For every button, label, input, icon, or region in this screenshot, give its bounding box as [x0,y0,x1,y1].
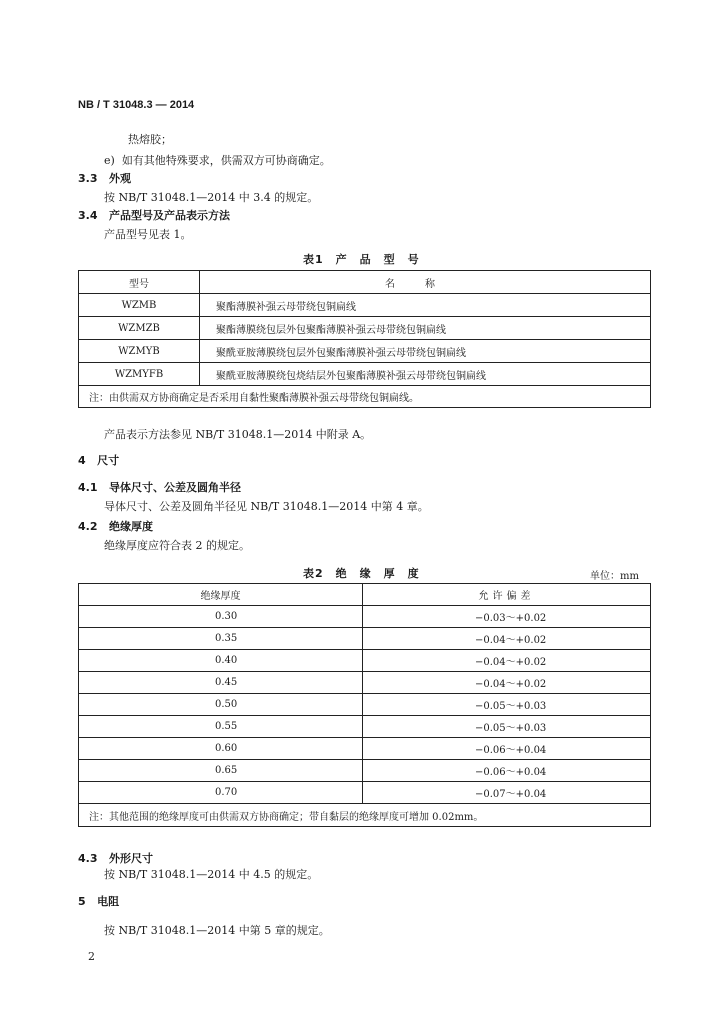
section-4-3-body: 按 NB/T 31048.1—2014 中 4.5 的规定。 [104,868,319,881]
thickness-cell: 0.60 [79,738,363,760]
page-number: 2 [88,950,95,963]
tolerance-cell: −0.05～+0.03 [363,716,651,738]
tolerance-cell: −0.03～+0.02 [363,606,651,628]
column-header-name: 名称 [200,271,651,294]
table-header-row [79,584,651,606]
name-cell: 聚酯薄膜补强云母带绕包铜扁线 [200,294,651,317]
section-number: 4.2 [78,520,98,533]
tolerance-cell: −0.06～+0.04 [363,738,651,760]
table-row [79,317,651,340]
table-row [79,363,651,386]
table-note-row [79,804,651,827]
section-4-2-body: 绝缘厚度应符合表 2 的规定。 [104,539,250,552]
section-4-1-heading [78,479,241,495]
section-number: 3.3 [78,172,98,185]
table-row [79,606,651,628]
section-4-1-body: 导体尺寸、公差及圆角半径见 NB/T 31048.1—2014 中第 4 章。 [104,500,429,513]
name-cell: 聚酰亚胺薄膜绕包层外包聚酯薄膜补强云母带绕包铜扁线 [200,340,651,363]
section-title: 绝缘厚度 [109,520,153,533]
section-title: 尺寸 [97,454,120,467]
tolerance-cell: −0.05～+0.03 [363,694,651,716]
table2-unit: 单位：mm [590,571,639,582]
section-title: 外观 [109,172,131,185]
name-cell: 聚酰亚胺薄膜绕包烧结层外包聚酯薄膜补强云母带绕包铜扁线 [200,363,651,386]
thickness-cell: 0.30 [79,606,363,628]
section-5-heading [78,893,119,909]
column-header-tolerance: 允许偏差 [363,584,651,606]
table-note-row [79,386,651,408]
table2-note: 注：其他范围的绝缘厚度可由供需双方协商确定；带自黏层的绝缘厚度可增加 0.02mm。 [79,804,651,827]
section-title: 产品型号及产品表示方法 [109,209,230,222]
model-cell: WZMB [79,294,200,317]
tolerance-cell: −0.07～+0.04 [363,782,651,804]
table-row [79,672,651,694]
name-cell: 聚酯薄膜绕包层外包聚酯薄膜补强云母带绕包铜扁线 [200,317,651,340]
section-number: 4 [78,454,86,467]
thickness-cell: 0.40 [79,650,363,672]
table-row [79,760,651,782]
list-continuation: 热熔胶； [128,133,172,146]
section-number: 3.4 [78,209,98,222]
thickness-cell: 0.65 [79,760,363,782]
column-header-thickness: 绝缘厚度 [79,584,363,606]
section-number: 5 [78,895,86,908]
tolerance-cell: −0.04～+0.02 [363,672,651,694]
product-model-table [78,270,651,408]
section-4-2-heading [78,518,153,534]
section-3-3-heading [78,170,131,186]
table-row [79,650,651,672]
list-item-label: e) [104,154,115,167]
section-4-3-heading [78,850,153,866]
section-3-4-body: 产品型号见表 1。 [104,228,192,241]
list-item-text: 如有其他特殊要求，供需双方可协商确定。 [121,154,331,167]
thickness-cell: 0.50 [79,694,363,716]
section-number: 4.1 [78,481,98,494]
tolerance-cell: −0.04～+0.02 [363,650,651,672]
tolerance-cell: −0.04～+0.02 [363,628,651,650]
section-title: 外形尺寸 [109,852,153,865]
model-cell: WZMYFB [79,363,200,386]
table-row [79,738,651,760]
thickness-cell: 0.70 [79,782,363,804]
section-number: 4.3 [78,852,98,865]
table-row [79,782,651,804]
table-row [79,716,651,738]
section-title: 电阻 [97,895,120,908]
table-row [79,628,651,650]
tolerance-cell: −0.06～+0.04 [363,760,651,782]
section-3-4-heading [78,207,230,223]
list-item-e [104,152,331,168]
table-row [79,340,651,363]
table2-caption: 表2 绝 缘 厚 度 [303,567,420,580]
thickness-cell: 0.35 [79,628,363,650]
model-cell: WZMYB [79,340,200,363]
table1-caption: 表1 产 品 型 号 [303,253,420,266]
table1-note: 注：由供需双方协商确定是否采用自黏性聚酯薄膜补强云母带绕包铜扁线。 [79,386,651,408]
model-cell: WZMZB [79,317,200,340]
section-3-3-body: 按 NB/T 31048.1—2014 中 3.4 的规定。 [104,191,319,204]
column-header-model: 型号 [79,271,200,294]
table-row [79,294,651,317]
thickness-cell: 0.45 [79,672,363,694]
standard-code-header: NB / T 31048.3 — 2014 [78,99,195,111]
section-4-heading [78,452,119,468]
section-5-body: 按 NB/T 31048.1—2014 中第 5 章的规定。 [104,924,330,937]
insulation-thickness-table [78,583,651,827]
table-row [79,694,651,716]
product-representation-text: 产品表示方法参见 NB/T 31048.1—2014 中附录 A。 [104,428,372,441]
thickness-cell: 0.55 [79,716,363,738]
section-title: 导体尺寸、公差及圆角半径 [109,481,241,494]
table-header-row [79,271,651,294]
